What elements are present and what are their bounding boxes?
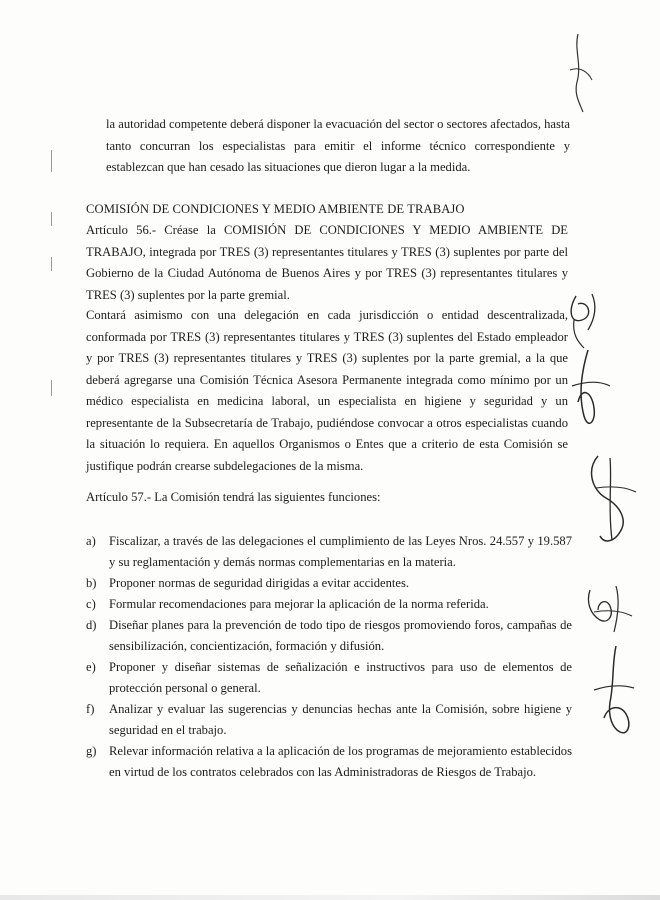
list-item [86, 699, 572, 741]
scan-margin-mark [51, 380, 52, 396]
list-item-text: Formular recomendaciones para mejorar la aplicación de la norma referida. [109, 597, 489, 611]
article-56-paragraph: Artículo 56.- Créase la COMISIÓN DE CONDICIONES Y MEDIO AMBIENTE DE TRABAJO, integrada por TRES (3) representantes titulares y TRES (3) suplentes por parte del Gobierno de la Ciudad Autónoma de Buenos Aires y por TRES (3) representantes titulares y TRES (3) suplentes por la parte gremial. [86, 223, 568, 302]
list-marker: b) [86, 576, 97, 590]
list-marker: d) [86, 618, 97, 632]
list-marker: e) [86, 660, 96, 674]
article-56-delegation-paragraph: Contará asimismo con una delegación en cada jurisdicción o entidad descentralizada, conformada por TRES (3) representantes titulares y TRES (3) suplentes del Estado empleador y por TRES (3) representantes titulares y TRES (3) suplentes por la parte gremial, a la que deberá agregarse una Comisión Técnica Asesora Permanente integrada como mínimo por un médico especialista en medicina laboral, un especialista en higiene y seguridad y un representante de la Subsecretaría de Trabajo, pudiéndose convocar a otros especialistas cuando la situación lo requiera. En aquellos Organismos o Entes que a criterio de esta Comisión se justifique podrán crearse subdelegaciones de la misma. [86, 308, 568, 473]
handwritten-initials-signature [586, 640, 646, 740]
list-item-text: Fiscalizar, a través de las delegaciones el cumplimiento de las Leyes Nros. 24.557 y 19.587 y su reglamentación y demás normas complementarias en la materia. [109, 534, 572, 569]
list-item [86, 531, 572, 573]
list-item [86, 657, 572, 699]
list-marker: f) [86, 702, 95, 716]
handwritten-initials-signature [548, 290, 628, 440]
list-item-text: Proponer normas de seguridad dirigidas a evitar accidentes. [109, 576, 410, 590]
handwritten-initials-signature [580, 580, 640, 640]
functions-list [86, 531, 572, 783]
article-57-paragraph: Artículo 57.- La Comisión tendrá las siguientes funciones: [86, 490, 381, 504]
list-marker: g) [86, 744, 97, 758]
list-item-text: Proponer y diseñar sistemas de señalización e instructivos para uso de elementos de protección personal o general. [109, 660, 572, 695]
list-item-text: Analizar y evaluar las sugerencias y denuncias hechas ante la Comisión, sobre higiene y seguridad en el trabajo. [109, 702, 572, 737]
list-item [86, 741, 572, 783]
handwritten-initials-signature [570, 450, 650, 550]
list-item-text: Diseñar planes para la prevención de todo tipo de riesgos promoviendo foros, campañas de sensibilización, concientización, formación y difusión. [109, 618, 572, 653]
scan-margin-mark [51, 257, 52, 271]
list-item [86, 615, 572, 657]
scan-margin-mark [51, 212, 52, 226]
section-heading: COMISIÓN DE CONDICIONES Y MEDIO AMBIENTE DE TRABAJO [86, 202, 465, 216]
list-item-text: Relevar información relativa a la aplicación de los programas de mejoramiento establecidos en virtud de los contratos celebrados con las Administradoras de Riesgos de Trabajo. [109, 744, 572, 779]
list-item [86, 573, 572, 594]
handwritten-initials-signature [560, 30, 600, 120]
scan-bottom-edge [0, 895, 660, 900]
list-marker: c) [86, 597, 96, 611]
list-marker: a) [86, 534, 96, 548]
list-item [86, 594, 572, 615]
scan-margin-mark [51, 150, 52, 172]
intro-paragraph: la autoridad competente deberá disponer la evacuación del sector o sectores afectados, hasta tanto concurran los especialistas para emitir el informe técnico correspondiente y establezcan que han cesado las situaciones que dieron lugar a la medida. [106, 117, 571, 174]
